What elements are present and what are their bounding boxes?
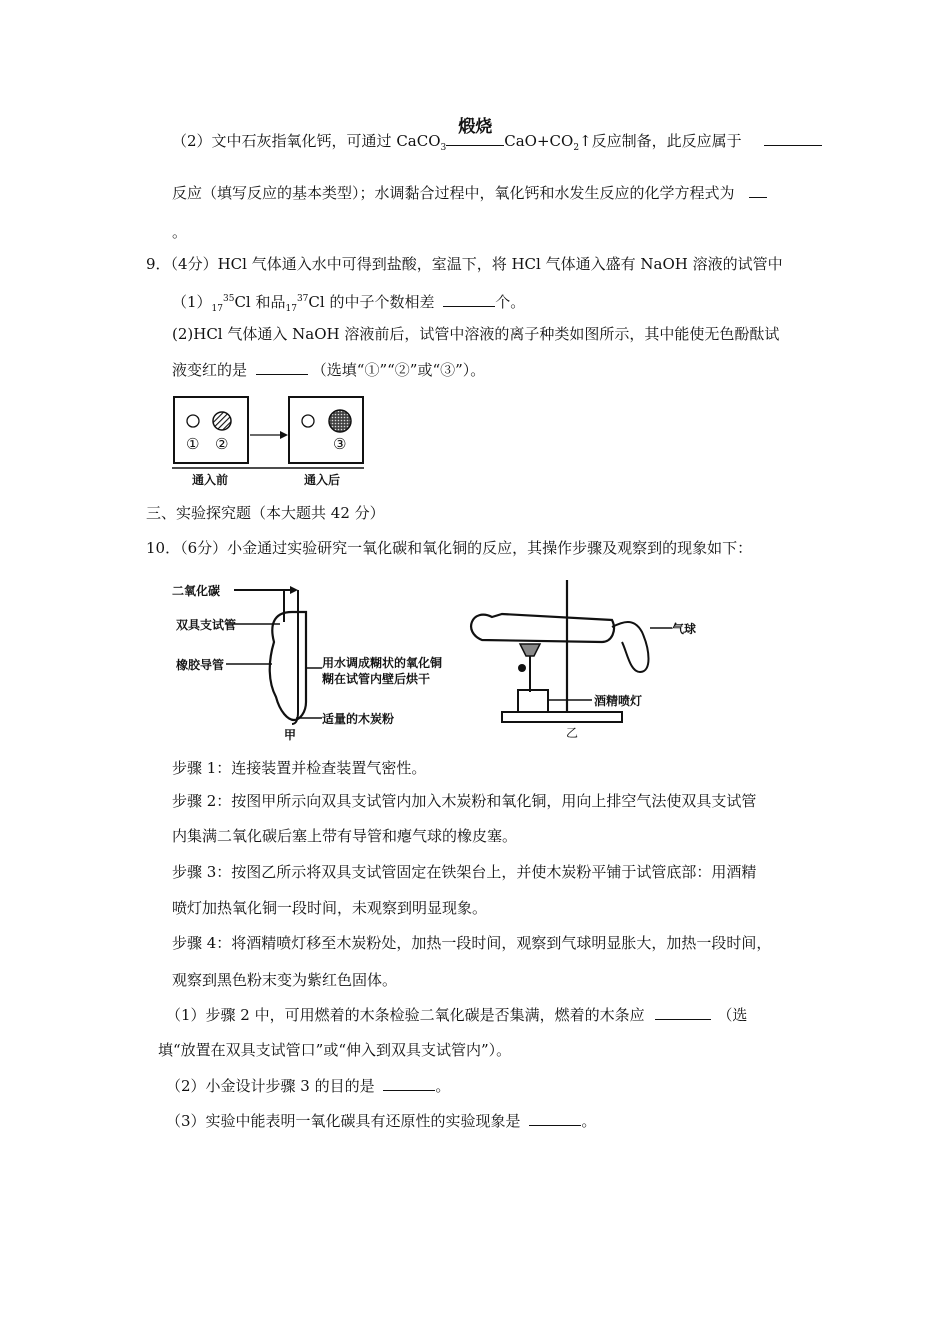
q8-text: 。 xyxy=(172,223,188,241)
q8-2-line1 xyxy=(172,117,822,158)
label-lamp: 酒精喷灯 xyxy=(594,694,643,708)
label-balloon: 气球 xyxy=(672,622,697,636)
label-carbon: 适量的木炭粉 xyxy=(322,712,395,726)
subscript: 17 xyxy=(211,304,223,314)
superscript: 35 xyxy=(223,294,235,304)
lamp-body xyxy=(518,690,548,712)
q8-text: CaO+CO xyxy=(504,132,574,150)
subscript: 3 xyxy=(440,143,447,153)
answer-blank[interactable] xyxy=(655,1005,711,1020)
step-3-line1: 步骤 3：按图乙所示将双具支试管固定在铁架台上，并使木炭粉平铺于试管底部：用酒精 xyxy=(172,863,757,881)
q8-2-line3 xyxy=(172,222,187,242)
q8-text: ↑反应制备，此反应属于 xyxy=(579,132,742,150)
q8-text: 反应（填写反应的基本类型）；水调黏合过程中，氧化钙和水发生反应的化学方程式为 xyxy=(172,184,735,202)
subscript: 2 xyxy=(573,143,580,153)
apparatus-svg xyxy=(172,572,732,742)
q9-text: Cl 和品 xyxy=(234,293,286,311)
label-hose: 橡胶导管 xyxy=(176,658,225,672)
q9-text: （选填“①”“②”或“③”）。 xyxy=(311,361,486,379)
q9-text: 液变红的是 xyxy=(172,361,248,379)
section-title: 三、实验探究题（本大题共 42 分） xyxy=(146,504,385,522)
reaction-condition: 煅烧 xyxy=(458,117,493,137)
beaker-before xyxy=(174,397,248,463)
label-3: ③ xyxy=(333,435,347,453)
step-4-line2: 观察到黑色粉末变为紫红色固体。 xyxy=(172,971,398,989)
answer-blank[interactable] xyxy=(443,292,495,307)
test-tube xyxy=(270,612,306,720)
beaker-after xyxy=(289,397,363,463)
subscript: 17 xyxy=(285,304,297,314)
label-before: 通入前 xyxy=(192,473,229,487)
answer-blank[interactable] xyxy=(764,131,822,146)
answer-blank[interactable] xyxy=(529,1111,581,1126)
q9-2-line1: (2)HCl 气体通入 NaOH 溶液前后，试管中溶液的离子种类如图所示，其中能使无色酚酞试 xyxy=(172,325,780,343)
q9-text: Cl 的中子个数相差 xyxy=(308,293,435,311)
label-tube: 双具支试管 xyxy=(176,618,237,632)
q8-2-line2 xyxy=(172,183,767,203)
q9-2-line2 xyxy=(172,360,485,380)
ion-3 xyxy=(329,410,351,432)
step-2-line1: 步骤 2：按图甲所示向双具支试管内加入木炭粉和氧化铜，用向上排空气法使双具支试管 xyxy=(172,792,757,810)
label-1: ① xyxy=(186,435,200,453)
label-jia: 甲 xyxy=(284,728,297,742)
q10-2 xyxy=(166,1076,450,1096)
label-2: ② xyxy=(215,435,229,453)
step-2-line2: 内集满二氧化碳后塞上带有导管和瘪气球的橡皮塞。 xyxy=(172,827,518,845)
label-co2: 二氧化碳 xyxy=(172,584,221,598)
q10-text: 。 xyxy=(581,1112,597,1130)
q9-heading: 9．（4分）HCl 气体通入水中可得到盐酸，室温下，将 HCl 气体通入盛有 NaOH 溶液的试管中 xyxy=(146,255,783,273)
q10-text: 。 xyxy=(435,1077,451,1095)
q10-1-line2: 填“放置在双具支试管口”或“伸入到双具支试管内”）。 xyxy=(158,1041,512,1059)
arrow-head xyxy=(280,431,288,439)
label-after: 通入后 xyxy=(304,473,341,487)
q10-text: （选 xyxy=(717,1006,748,1024)
lamp-knob xyxy=(518,664,526,672)
balloon-shape xyxy=(612,622,649,672)
stand-base xyxy=(502,712,622,722)
horizontal-tube xyxy=(471,614,614,642)
step-3-line2: 喷灯加热氧化铜一段时间，未观察到明显现象。 xyxy=(172,899,488,917)
q9-text: （1） xyxy=(172,293,212,311)
label-cuo-1: 用水调成糊状的氧化铜 xyxy=(322,656,443,670)
ion-diagram xyxy=(172,395,432,490)
q8-text: （2）文中石灰指氧化钙，可通过 CaCO xyxy=(172,132,441,150)
reaction-arrow xyxy=(446,117,504,146)
q10-text: （2）小金设计步骤 3 的目的是 xyxy=(166,1077,375,1095)
answer-blank[interactable] xyxy=(749,183,767,198)
ion-1-after xyxy=(302,415,314,427)
q9-text: 个。 xyxy=(495,293,526,311)
answer-blank[interactable] xyxy=(383,1076,435,1091)
ion-1 xyxy=(187,415,199,427)
q9-1 xyxy=(172,289,525,319)
q10-heading: 10．（6分）小金通过实验研究一氧化碳和氧化铜的反应，其操作步骤及观察到的现象如下： xyxy=(146,539,753,557)
step-4-line1: 步骤 4：将酒精喷灯移至木炭粉处，加热一段时间，观察到气球明显胀大，加热一段时间， xyxy=(172,934,772,952)
superscript: 37 xyxy=(296,294,309,304)
answer-blank[interactable] xyxy=(256,360,308,375)
apparatus-figure xyxy=(172,572,732,742)
label-yi: 乙 xyxy=(566,726,579,740)
label-cuo-2: 糊在试管内壁后烘干 xyxy=(322,672,431,686)
arrow-head xyxy=(290,586,298,594)
flame xyxy=(520,644,540,656)
q10-3 xyxy=(166,1111,596,1131)
q10-1-line1 xyxy=(166,1005,747,1025)
q10-text: （3）实验中能表明一氧化碳具有还原性的实验现象是 xyxy=(166,1112,521,1130)
step-1: 步骤 1：连接装置并检查装置气密性。 xyxy=(172,759,427,777)
ion-2 xyxy=(213,412,231,430)
inlet-tube xyxy=(284,590,298,724)
q10-text: （1）步骤 2 中，可用燃着的木条检验二氧化碳是否集满，燃着的木条应 xyxy=(166,1006,645,1024)
